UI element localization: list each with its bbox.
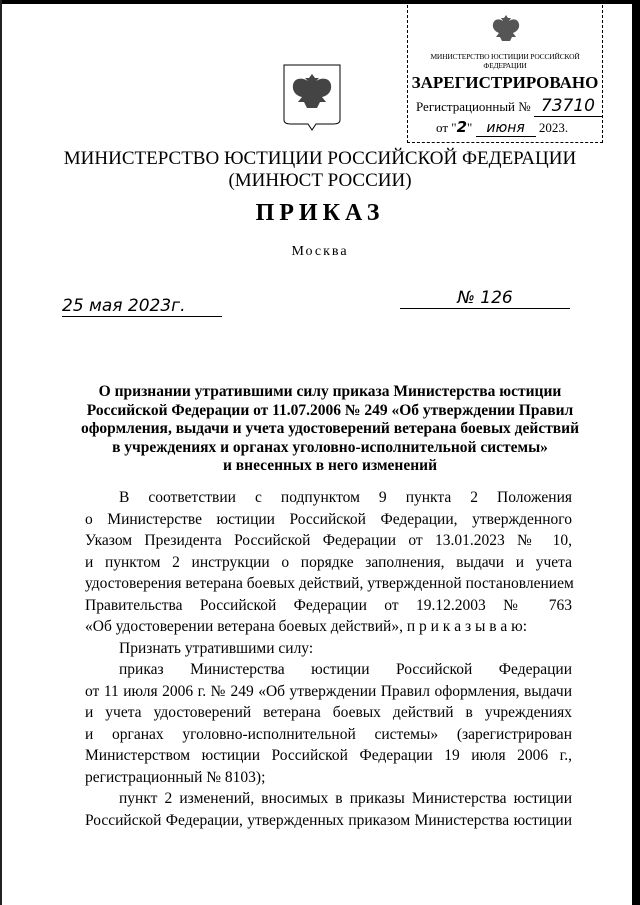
body-line: и пунктом 2 инструкции о порядке заполнения, выдачи и учета xyxy=(85,553,572,571)
scan-edge-right xyxy=(632,0,640,905)
coat-of-arms-icon xyxy=(491,12,521,46)
order-date: 25 мая 2023г. xyxy=(62,296,222,317)
heading-line: и внесенных в него изменений xyxy=(222,457,438,474)
stamp-registered: ЗАРЕГИСТРИРОВАНО xyxy=(411,73,599,92)
stamp-reg-label: Регистрационный № xyxy=(416,99,531,114)
stamp-date-line xyxy=(436,118,568,137)
body-line: приказ Министерства юстиции Российской Федерации xyxy=(119,661,572,678)
ministry-title: МИНИСТЕРСТВО ЮСТИЦИИ РОССИЙСКОЙ ФЕДЕРАЦИИ xyxy=(63,148,577,169)
stamp-date-day: 2 xyxy=(456,118,468,136)
heading-line: оформления, выдачи и учета удостоверений ветерана боевых действий xyxy=(80,420,580,437)
coat-of-arms-icon xyxy=(283,64,341,132)
stamp-reg-number: 73710 xyxy=(534,96,602,117)
body-line: и учета удостоверений ветерана боевых действий в учреждениях xyxy=(85,704,572,721)
heading-line: О признании утратившими силу приказа Министерства юстиции xyxy=(98,383,562,400)
order-heading xyxy=(60,383,600,476)
ministry-short-title: (МИНЮСТ РОССИИ) xyxy=(228,170,412,191)
body-line: и органах уголовно-исполнительной системы» (зарегистрирован xyxy=(85,725,572,743)
registration-stamp xyxy=(407,0,603,143)
stamp-reg-number-line xyxy=(416,96,602,117)
scan-edge-left xyxy=(0,0,2,905)
body-line: от 11 июля 2006 г. № 249 «Об утверждении Правил оформления, выдачи xyxy=(85,682,572,700)
body-line: регистрационный № 8103); xyxy=(85,768,266,786)
stamp-date-month: июня xyxy=(476,120,536,137)
body-line: удостоверения ветерана боевых действий, утвержденной постановлением xyxy=(85,575,574,592)
body-line: о Министерстве юстиции Российской Федерации, утвержденного xyxy=(85,510,572,528)
heading-line: в учреждениях и органах уголовно-исполнительной системы» xyxy=(112,438,548,456)
body-line: Российской Федерации, утвержденных приказом Министерства юстиции xyxy=(85,811,572,829)
order-number: № 126 xyxy=(400,288,570,309)
body-line: пункт 2 изменений, вносимых в приказы Министерства юстиции xyxy=(119,790,572,807)
document-type: ПРИКАЗ xyxy=(255,200,385,226)
body-line: Признать утратившими силу: xyxy=(119,639,314,657)
body-line: Указом Президента Российской Федерации от 13.01.2023 № 10, xyxy=(85,532,572,549)
heading-line: Российской Федерации от 11.07.2006 № 249 «Об утверждении Правил xyxy=(86,401,574,419)
body-line: Министерством юстиции Российской Федерации 19 июля 2006 г., xyxy=(85,747,572,764)
stamp-date-prefix: от " xyxy=(436,120,457,135)
body-line: Правительства Российской Федерации от 19.12.2003 № 763 xyxy=(85,596,572,614)
body-line: «Об удостоверении ветерана боевых действий», п р и к а з ы в а ю: xyxy=(85,618,528,635)
stamp-date-quote: " xyxy=(467,120,473,135)
stamp-date-suffix: . xyxy=(564,120,569,135)
order-body xyxy=(85,487,572,831)
city: Москва xyxy=(291,244,349,259)
stamp-ministry: МИНИСТЕРСТВО ЮСТИЦИИ РОССИЙСКОЙ ФЕДЕРАЦИИ xyxy=(430,52,580,70)
body-line: В соответствии с подпунктом 9 пункта 2 Положения xyxy=(119,489,572,506)
stamp-date-year: 2023 xyxy=(538,120,565,135)
